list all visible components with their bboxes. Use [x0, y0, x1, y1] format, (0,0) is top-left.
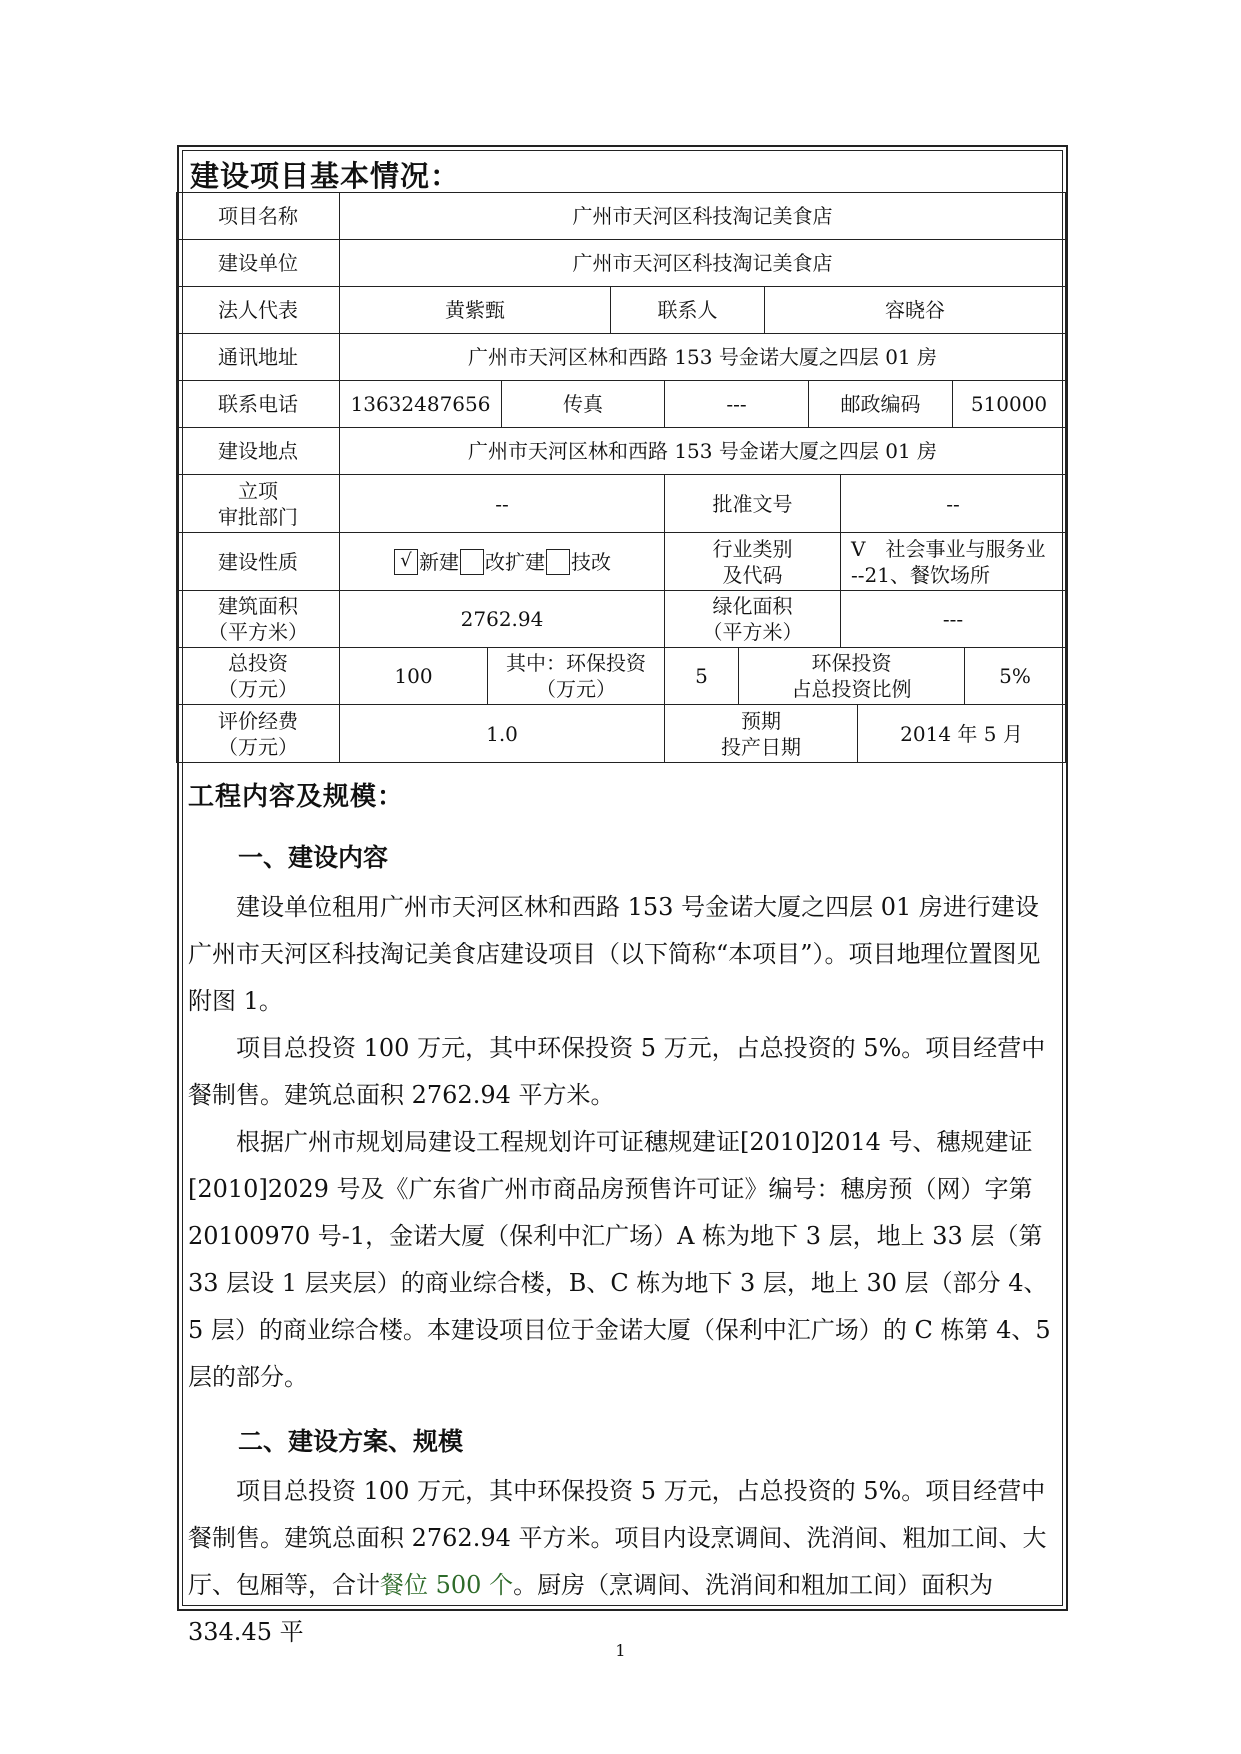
content-paragraph-2: 项目总投资 100 万元，其中环保投资 5 万元，占总投资的 5%。项目经营中餐制售。建筑总面积 2762.94 平方米。	[188, 1034, 1046, 1109]
nature-tech-label: 技改	[571, 549, 611, 574]
scheme-text-b: 。厨房（烹调间、洗消间和粗加工间）面积为 334.45 平	[188, 1571, 994, 1646]
nature-tech-checkbox[interactable]	[546, 549, 570, 575]
green-area-label-line1: 绿化面积	[712, 594, 793, 618]
floor-area-label-line2: （平方米）	[208, 620, 308, 644]
eval-fee-label-line1: 评价经费	[218, 708, 298, 733]
address-value: 广州市天河区林和西路 153 号金诺大厦之四层 01 房	[340, 334, 1066, 381]
builder-label: 建设单位	[176, 240, 340, 287]
approval-dept-label-line1: 立项	[238, 478, 278, 503]
floor-area-label	[176, 591, 340, 648]
phone-label: 联系电话	[176, 381, 340, 428]
scheme-text-a: 项目总投资 100 万元，其中环保投资 5 万元，占总投资的 5%。项目经营中餐制售。建筑总面积 2762.94 平方米。项目内设烹调间、洗消间、粗加工间、大厅、包厢等，合计	[188, 1477, 1047, 1599]
env-investment-label-line1: 其中：环保投资	[506, 651, 646, 675]
nature-label: 建设性质	[176, 533, 340, 591]
site-value: 广州市天河区林和西路 153 号金诺大厦之四层 01 房	[340, 428, 1066, 475]
site-label: 建设地点	[176, 428, 340, 475]
production-date-value: 2014 年 5 月	[858, 705, 1066, 763]
fax-value: ---	[665, 381, 809, 428]
subsection-title-scheme: 二、建设方案、规模	[238, 1427, 464, 1456]
industry-label	[665, 533, 841, 591]
floor-area-label-line1: 建筑面积	[218, 594, 298, 618]
green-area-label-line2: （平方米）	[702, 620, 803, 644]
env-ratio-label	[739, 648, 965, 705]
approval-dept-label-line2: 审批部门	[218, 504, 298, 529]
approval-dept-value: --	[340, 475, 665, 533]
section-title-scope: 工程内容及规模：	[188, 782, 405, 812]
approval-no-value: --	[841, 475, 1066, 533]
industry-value	[841, 533, 1066, 591]
eval-fee-value: 1.0	[340, 705, 665, 763]
env-ratio-label-line2: 占总投资比例	[791, 677, 912, 701]
content-paragraph-3: 根据广州市规划局建设工程规划许可证穗规建证[2010]2014 号、穗规建证[2010]2029 号及《广东省广州市商品房预售许可证》编号：穗房预（网）字第 20100970 号-1，金诺大厦（保利中汇广场）A 栋为地下 3 层，地上 33 层（第 33 层设 1 层夹层）的商业综合楼，B、C 栋为地下 3 层，地上 30 层（部分 4、5 层）的商业综合楼。本建设项目位于金诺大厦（保利中汇广场）的 C 栋第 4、5 层的部分。	[188, 1128, 1051, 1391]
env-investment-label-line2: （万元）	[536, 677, 616, 701]
section-title-basic-info: 建设项目基本情况：	[190, 159, 461, 193]
builder-value: 广州市天河区科技淘记美食店	[340, 240, 1066, 287]
legal-rep-label: 法人代表	[176, 287, 340, 334]
env-ratio-label-line1: 环保投资	[811, 651, 892, 675]
content-paragraph-1: 建设单位租用广州市天河区林和西路 153 号金诺大厦之四层 01 房进行建设广州市天河区科技淘记美食店建设项目（以下简称“本项目”）。项目地理位置图见附图 1。	[188, 893, 1041, 1015]
env-ratio-value: 5%	[965, 648, 1066, 705]
legal-rep-value: 黄紫甄	[340, 287, 611, 334]
production-date-label	[665, 705, 858, 763]
nature-options	[340, 533, 665, 591]
postcode-value: 510000	[953, 381, 1066, 428]
nature-new-label: 新建	[419, 549, 459, 574]
content-paragraphs	[188, 884, 1056, 1401]
industry-value-line2: --21、餐饮场所	[851, 562, 990, 587]
production-date-label-line2: 投产日期	[721, 734, 801, 759]
nature-expand-label: 改扩建	[485, 549, 545, 574]
env-investment-value: 5	[665, 648, 739, 705]
industry-label-line2: 及代码	[722, 562, 783, 587]
contact-value: 容晓谷	[765, 287, 1066, 334]
subsection-title-content: 一、建设内容	[238, 843, 389, 872]
eval-fee-label-line2: （万元）	[218, 734, 298, 759]
env-investment-label	[488, 648, 665, 705]
contact-label: 联系人	[611, 287, 765, 334]
scheme-paragraph-1	[188, 1468, 1056, 1656]
nature-new-checkbox[interactable]: √	[394, 549, 418, 575]
green-area-label	[665, 591, 841, 648]
floor-area-value: 2762.94	[340, 591, 665, 648]
postcode-label: 邮政编码	[809, 381, 953, 428]
address-label: 通讯地址	[176, 334, 340, 381]
total-investment-label-line2: （万元）	[218, 677, 298, 701]
seat-count-highlight: 餐位 500 个	[380, 1571, 514, 1599]
total-investment-label	[176, 648, 340, 705]
industry-value-line1: V 社会事业与服务业	[851, 536, 1046, 561]
page-number: 1	[615, 1641, 626, 1660]
production-date-label-line1: 预期	[741, 708, 781, 733]
green-area-value: ---	[841, 591, 1066, 648]
industry-label-line1: 行业类别	[712, 536, 793, 561]
project-name-value: 广州市天河区科技淘记美食店	[340, 193, 1066, 240]
scheme-paragraphs	[188, 1468, 1056, 1656]
approval-dept-label	[176, 475, 340, 533]
total-investment-label-line1: 总投资	[228, 651, 288, 675]
nature-expand-checkbox[interactable]	[460, 549, 484, 575]
approval-no-label: 批准文号	[665, 475, 841, 533]
project-name-label: 项目名称	[176, 193, 340, 240]
eval-fee-label	[176, 705, 340, 763]
fax-label: 传真	[502, 381, 665, 428]
total-investment-value: 100	[340, 648, 488, 705]
phone-value: 13632487656	[340, 381, 502, 428]
basic-info-table	[176, 192, 1066, 759]
